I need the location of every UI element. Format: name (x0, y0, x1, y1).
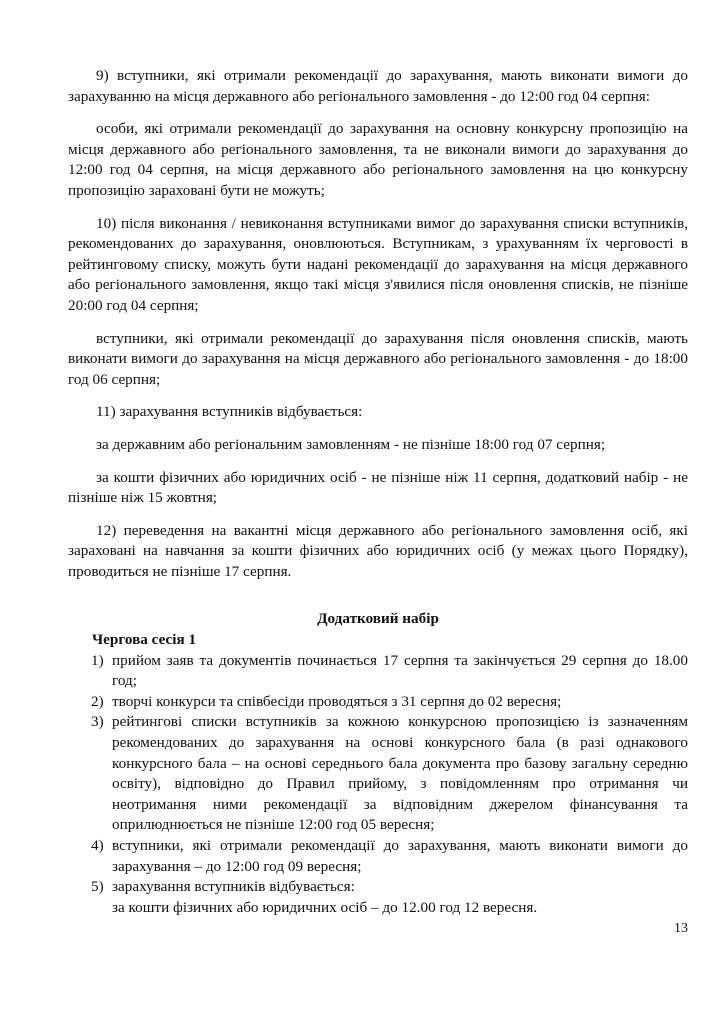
list-item-subtext: за кошти фізичних або юридичних осіб – до 12.00 год 12 вересня. (112, 898, 538, 916)
list-item-number: 4) (91, 837, 104, 854)
session-steps-list (68, 651, 688, 919)
page-number: 13 (674, 921, 688, 936)
list-item-text: зарахування вступників відбувається: (112, 878, 355, 896)
paragraph-item-11: 11) зарахування вступників відбувається: (96, 403, 363, 421)
list-item-text: творчі конкурси та співбесіди проводяться з 31 серпня до 02 вересня; (112, 692, 562, 710)
list-item-number: 1) (91, 651, 104, 669)
session-title: Чергова сесія 1 (92, 631, 197, 649)
section-title: Додатковий набір (317, 610, 439, 628)
list-item-text: прийом заяв та документів починається 17 серпня та закінчується 29 серпня до 18.00 год; (112, 651, 688, 690)
list-item (68, 692, 688, 713)
list-item-number: 3) (91, 713, 104, 731)
list-item (68, 877, 688, 918)
list-item (68, 651, 688, 692)
list-item-number: 5) (91, 878, 104, 896)
paragraph-item-11-state-order: за державним або регіональним замовленням - не пізніше 18:00 год 07 серпня; (96, 435, 606, 453)
list-item-number: 2) (91, 692, 104, 710)
page-content (68, 66, 688, 918)
paragraph-item-10: 10) після виконання / невиконання вступниками вимог до зарахування списки вступників, рекомендованих до зарахування, оновлюються. Вступникам, з урахуванням їх черговості в рейтинговому списку, можуть бути надані рекомендації до зарахування на місця державного або регіонального замовлення, якщо такі місця з'явилися після оновлення списків, не пізніше 20:00 год 04 серпня; (68, 214, 688, 314)
paragraph-item-11-private-funds: за кошти фізичних або юридичних осіб - не пізніше ніж 11 серпня, додатковий набір - не пізніше ніж 15 жовтня; (68, 468, 688, 507)
paragraph-item-9-note: особи, які отримали рекомендації до зарахування на основну конкурсну пропозицію на місця державного або регіонального замовлення, та не виконали вимоги до зарахування до 12:00 год 04 серпня, на місця державного або регіонального замовлення на цю конкурсну пропозицію зараховані бути не можуть; (68, 120, 688, 199)
paragraph-item-10-note: вступники, які отримали рекомендації до зарахування після оновлення списків, мають виконати вимоги до зарахування на місця державного або регіонального замовлення - до 18:00 год 06 серпня; (68, 329, 688, 388)
paragraph-item-12: 12) переведення на вакантні місця державного або регіонального замовлення осіб, які зараховані на навчання за кошти фізичних або юридичних осіб (у межах цього Порядку), проводиться не пізніше 17 серпня. (68, 521, 688, 580)
list-item (68, 712, 688, 836)
paragraph-item-9: 9) вступники, які отримали рекомендації до зарахування, мають виконати вимоги до зарахуванню на місця державного або регіонального замовлення - до 12:00 год 04 серпня: (68, 67, 688, 105)
list-item-text: вступники, які отримали рекомендації до зарахування, мають виконати вимоги до зарахування – до 12:00 год 09 вересня; (112, 837, 688, 875)
list-item-text: рейтингові списки вступників за кожною конкурсною пропозицією із зазначенням рекомендованих до зарахування на основі конкурсного бала (в разі однакового конкурсного бала – на основі середнього бала документа про базову загальну середню освіту), відповідно до Правил прийому, з повідомленням про отримання чи неотримання ними рекомендації за відповідним джерелом фінансування та оприлюднюється не пізніше 12:00 год 05 вересня; (112, 713, 688, 834)
list-item (68, 836, 688, 877)
